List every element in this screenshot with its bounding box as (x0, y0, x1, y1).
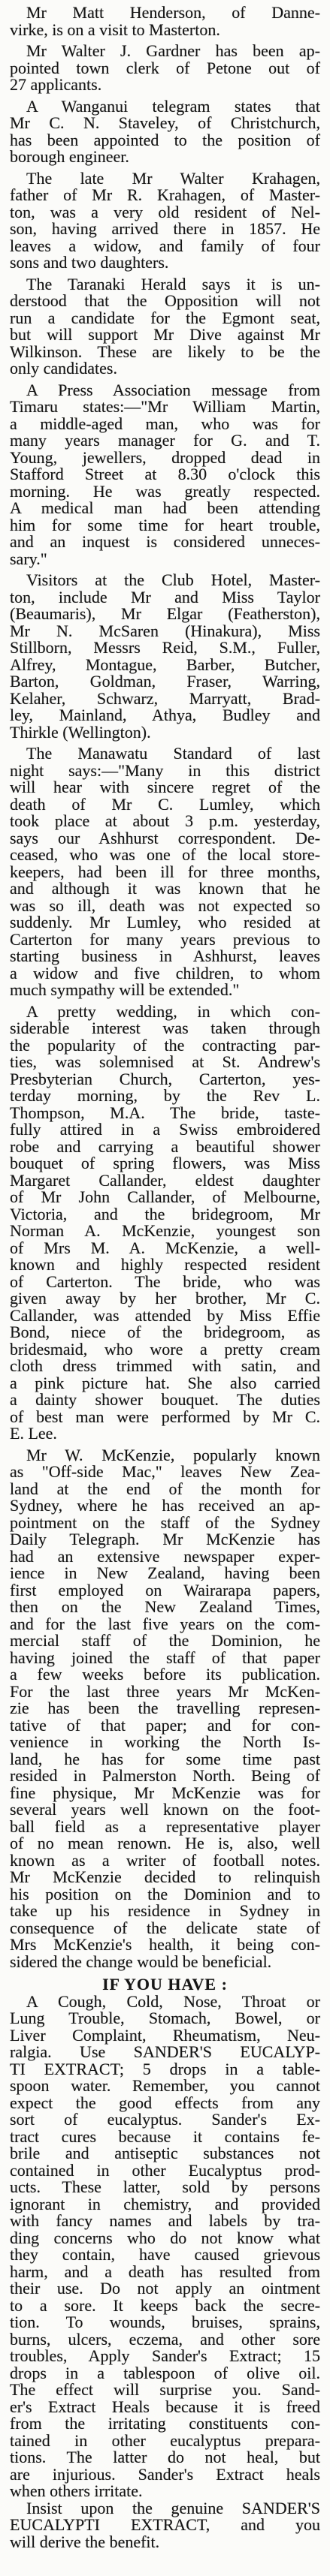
ad-paragraph (10, 2500, 320, 2551)
text-line: Insist upon the genuine SANDER'S (26, 2498, 320, 2517)
text-line: (Beaumaris), Mr Elgar (Featherston), (10, 604, 320, 623)
text-line: A Press Association message from (26, 380, 320, 399)
text-line: EUCALYPTI EXTRACT, and you (10, 2515, 320, 2534)
text-line: derstood that the Opposition will not (10, 291, 320, 310)
text-line: TI EXTRACT; 5 drops in a table- (10, 2059, 320, 2078)
text-line: 27 applicants. (10, 75, 102, 94)
text-line: ucts. These latter, sold by persons (10, 2177, 320, 2196)
text-line: Margaret Callander, eldest daughter (10, 1170, 320, 1190)
text-line: Mrs McKenzie's health, it being con- (10, 1935, 320, 1954)
ad-heading: IF YOU HAVE : (102, 1975, 228, 1994)
text-line: For the last three years Mr McKen- (10, 1681, 320, 1701)
text-line: a dainty shower bouquet. The duties (10, 1390, 320, 1409)
text-line: much sympathy will be extended." (10, 980, 240, 999)
text-line: sons and two daughters. (10, 253, 169, 272)
text-line: ties, was solemnised at St. Andrew's (10, 1052, 320, 1071)
text-line: robe and carrying a beautiful shower (10, 1136, 320, 1156)
text-line: troubles, Apply Sander's Extract; 15 (10, 2346, 320, 2365)
text-line: with fancy names and labels by tra- (10, 2211, 320, 2230)
text-line: tative of that paper; and for con- (10, 1715, 320, 1735)
text-line: a middle-aged man, who was for (10, 414, 320, 433)
news-item-club-hotel-visitors (10, 572, 320, 741)
text-line: ceased, who was one of the local store- (10, 845, 320, 864)
text-line: tion. To wounds, bruises, sprains, (10, 2313, 320, 2331)
text-line: given away by her brother, Mr C. (10, 1289, 320, 1308)
text-line: burns, ulcers, eczema, and other sore (10, 2329, 320, 2349)
text-line: fully attired in a Swiss embroidered (10, 1120, 320, 1139)
text-line: they contain, have caused grievous (10, 2245, 320, 2264)
text-line: Timaru states:—"Mr William Martin, (10, 397, 320, 416)
text-line: father of Mr R. Krahagen, of Master- (10, 185, 320, 204)
text-line: known and highly respected resident (10, 1255, 320, 1274)
text-line: The late Mr Walter Krahagen, (26, 168, 320, 188)
text-line: Stafford Street at 8.30 o'clock this (10, 465, 320, 483)
text-line: pointment on the staff of the Sydney (10, 1512, 320, 1532)
text-line: cloth dress trimmed with satin, and (10, 1356, 320, 1375)
news-item-wedding (10, 1001, 320, 1443)
text-line: suddenly. Mr Lumley, who resided at (10, 913, 320, 931)
text-line: him for some time for heart trouble, (10, 515, 320, 534)
text-line: a pink picture hat. She also carried (10, 1373, 320, 1392)
news-item-gardner-town-clerk (10, 43, 320, 94)
text-line: land, he has for some time past (10, 1749, 320, 1768)
text-line: says our Ashhurst correspondent. De- (10, 828, 320, 847)
news-item-lumley-death (10, 745, 320, 999)
ad-paragraph (10, 1991, 320, 2500)
text-line: Mr N. McSaren (Hinakura), Miss (10, 621, 320, 640)
text-line: and although it was known that he (10, 879, 320, 898)
text-line: are injurious. Sander's Extract heals (10, 2464, 320, 2484)
text-line: The effect will surprise you. Sand- (10, 2380, 320, 2399)
text-line: has been appointed to the position of (10, 130, 320, 149)
text-line: son, having arrived there in 1857. He (10, 219, 320, 238)
text-line: ience in New Zealand, having been (10, 1563, 320, 1582)
text-line: and for the last five years on the com- (10, 1614, 320, 1633)
text-line: when others irritate. (10, 2481, 143, 2500)
text-line: resided in Palmerston North. Being of (10, 1766, 320, 1785)
text-line: Bond, niece of the bridegroom, as (10, 1323, 320, 1341)
text-line: pointed town clerk of Petone out of (10, 58, 320, 77)
text-line: known as a writer of football notes. (10, 1850, 320, 1870)
text-line: mercial staff of the Dominion, he (10, 1631, 320, 1650)
text-line: virke, is on a visit to Masterton. (10, 20, 220, 39)
text-line: Mr W. McKenzie, popularly known (26, 1445, 320, 1464)
text-line: the popularity of the contracting par- (10, 1035, 320, 1055)
text-line: his position on the Dominion and to (10, 1884, 320, 1903)
text-line: of Mrs M. A. McKenzie, a well- (10, 1238, 320, 1257)
text-line: tract cures because it contains fe- (10, 2126, 320, 2146)
text-line: Thompson, M.A. The bride, taste- (10, 1103, 320, 1122)
text-line: several years well known on the foot- (10, 1800, 320, 1819)
text-line: only candidates. (10, 359, 117, 378)
text-line: run a candidate for the Egmont seat, (10, 308, 320, 327)
text-line: Mr C. N. Staveley, of Christchurch, (10, 113, 320, 132)
text-line: venience in working the North Is- (10, 1732, 320, 1751)
text-line: sort of eucalyptus. Sander's Ex- (10, 2110, 320, 2129)
text-line: er's Extract Heals because it is freed (10, 2397, 320, 2416)
text-line: Visitors at the Club Hotel, Master- (26, 570, 320, 589)
text-line: sidered the change would be beneficial. (10, 1952, 272, 1971)
text-line: terday morning, by the Rev L. (10, 1086, 320, 1105)
text-line: Lung Trouble, Stomach, Bowel, or (10, 2009, 320, 2027)
text-line: was so ill, death was not expected so (10, 895, 320, 915)
text-line: Mr Matt Henderson, of Danne- (26, 3, 320, 22)
text-line: night says:—"Many in this district (10, 760, 320, 780)
text-line: fine physique, Mr McKenzie was for (10, 1783, 320, 1802)
text-line: having joined the staff of that paper (10, 1648, 320, 1667)
text-line: Callander, was attended by Miss Effie (10, 1305, 320, 1325)
text-line: and an inquest is considered unneces- (10, 532, 320, 551)
text-line: their use. Do not apply an ointment (10, 2279, 320, 2298)
text-line: Mr Walter J. Gardner has been ap- (26, 41, 320, 60)
text-line: ton, was a very old resident of Nel- (10, 202, 320, 221)
text-line: tained in other eucalyptus prepara- (10, 2430, 320, 2450)
text-line: leaves a widow, and family of four (10, 236, 320, 255)
text-line: Victoria, and the bridegroom, Mr (10, 1204, 320, 1223)
text-line: Wilkinson. These are likely to be the (10, 342, 320, 361)
text-line: bouquet of spring flowers, was Miss (10, 1154, 320, 1172)
text-line: of Carterton. The bride, who was (10, 1271, 320, 1291)
text-line: E. Lee. (10, 1424, 57, 1443)
news-item-staveley-engineer (10, 98, 320, 166)
news-item-timaru-death (10, 382, 320, 568)
text-line: contained in other Eucalyptus prod- (10, 2160, 320, 2180)
text-line: Sydney, where he has received an ap- (10, 1496, 320, 1515)
text-line: took place at about 3 p.m. yesterday, (10, 811, 320, 830)
text-line: Daily Telegraph. Mr McKenzie has (10, 1530, 320, 1548)
news-item-egmont-candidates (10, 276, 320, 378)
text-line: ball field as a representative player (10, 1816, 320, 1836)
text-line: Norman A. McKenzie, youngest son (10, 1221, 320, 1240)
text-line: Barton, Goldman, Fraser, Warring, (10, 672, 320, 691)
text-line: zie has been the travelling represen- (10, 1699, 320, 1717)
text-line: ding concerns who do not know what (10, 2228, 320, 2247)
text-line: many years manager for G. and T. (10, 431, 320, 450)
text-line: borough engineer. (10, 147, 129, 166)
text-line: spoon water. Remember, you cannot (10, 2076, 320, 2095)
text-line: A medical man had been attending (10, 498, 320, 517)
text-line: Kelaher, Schwarz, Marryatt, Brad- (10, 688, 320, 708)
advertisement-sanders-extract (10, 1976, 320, 2550)
text-line: ignorant in chemistry, and provided (10, 2194, 320, 2213)
text-line: siderable interest was taken through (10, 1019, 320, 1037)
text-line: take up his residence in Sydney in (10, 1901, 320, 1920)
text-line: but will support Mr Dive against Mr (10, 325, 320, 344)
text-line: expect the good effects from any (10, 2093, 320, 2112)
text-line: The Manawatu Standard of last (26, 744, 320, 763)
text-line: had an extensive newspaper exper- (10, 1546, 320, 1566)
text-line: A pretty wedding, in which con- (26, 1001, 320, 1021)
text-line: as "Off-side Mac," leaves New Zea- (10, 1462, 320, 1481)
text-line: Young, jewellers, dropped dead in (10, 447, 320, 467)
text-line: from the irritating constituents con- (10, 2414, 320, 2433)
text-line: consequence of the delicate state of (10, 1918, 320, 1937)
text-line: Mr McKenzie decided to relinquish (10, 1867, 320, 1886)
news-item-krahagen-obituary (10, 170, 320, 272)
text-line: bridesmaid, who wore a pretty cream (10, 1339, 320, 1359)
news-item-henderson-visit (10, 5, 320, 38)
text-line: sary." (10, 549, 47, 568)
text-line: a widow and five children, to whom (10, 963, 320, 983)
text-line: Stillborn, Messrs Reid, S.M., Fuller, (10, 638, 320, 657)
text-line: will derive the benefit. (10, 2532, 160, 2551)
text-line: drops in a tablespoon of olive oil. (10, 2363, 320, 2382)
text-line: Alfrey, Montague, Barber, Butcher, (10, 655, 320, 674)
text-line: harm, and a death has resulted from (10, 2262, 320, 2281)
text-line: ley, Mainland, Athya, Budley and (10, 706, 320, 724)
text-line: A Cough, Cold, Nose, Throat or (26, 1991, 320, 2011)
text-line: death of Mr C. Lumley, which (10, 794, 320, 814)
text-line: tions. The latter do not heal, but (10, 2448, 320, 2466)
text-line: first employed on Wairarapa papers, (10, 1580, 320, 1599)
text-line: land at the end of the month for (10, 1479, 320, 1498)
text-line: of no mean renown. He is, also, well (10, 1834, 320, 1852)
text-line: starting business in Ashhurst, leaves (10, 946, 320, 965)
text-line: brile and antiseptic substances not (10, 2144, 320, 2162)
text-line: morning. He was greatly respected. (10, 481, 320, 501)
text-line: Presbyterian Church, Carterton, yes- (10, 1069, 320, 1088)
text-line: keepers, had been ill for three months, (10, 862, 320, 881)
text-line: a few weeks before its publication. (10, 1665, 320, 1684)
text-line: Carterton for many years previous to (10, 929, 320, 949)
text-line: ton, include Mr and Miss Taylor (10, 587, 320, 606)
text-line: of Mr John Callander, of Melbourne, (10, 1187, 320, 1206)
news-item-off-side-mac (10, 1447, 320, 1971)
text-line: of best man were performed by Mr C. (10, 1407, 320, 1426)
text-line: The Taranaki Herald says it is un- (26, 274, 320, 293)
text-line: will hear with sincere regret of the (10, 778, 320, 796)
text-line: to a sore. It keeps back the secre- (10, 2295, 320, 2315)
text-line: Thirkle (Wellington). (10, 722, 151, 742)
text-line: then on the New Zealand Times, (10, 1597, 320, 1616)
text-line: A Wanganui telegram states that (26, 96, 320, 116)
text-line: ralgia. Use SANDER'S EUCALYP- (10, 2042, 320, 2061)
text-line: Liver Complaint, Rheumatism, Neu- (10, 2025, 320, 2045)
